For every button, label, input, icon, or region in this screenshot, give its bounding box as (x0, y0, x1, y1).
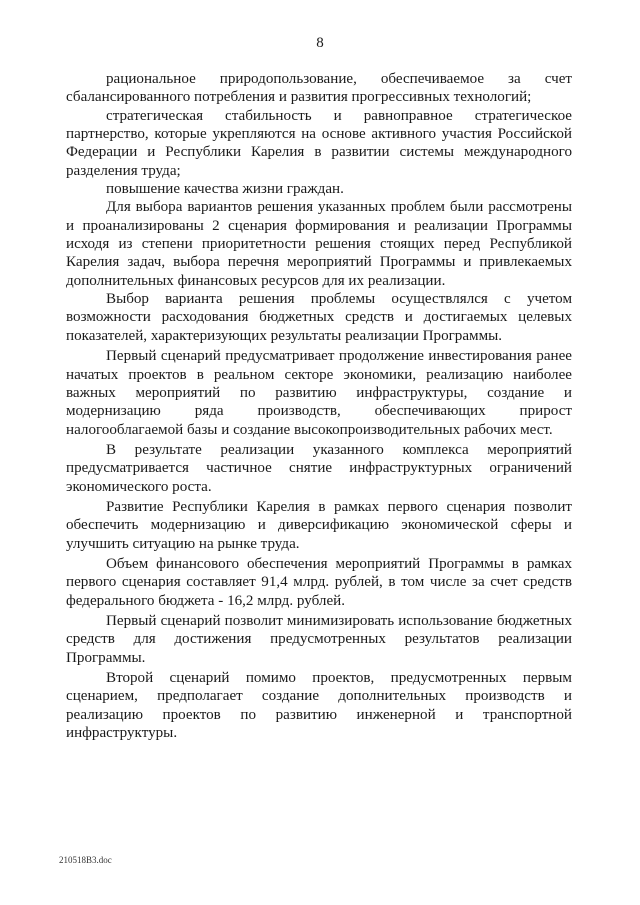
page-number: 8 (316, 35, 324, 51)
paragraph-4: Для выбора вариантов решения указанных проблем были рассмотрены и проанализированы 2 сценария формирования и реализации Программы исходя из степени приоритетности решения стоящих перед Республикой Карелия задач, выбора перечня мероприятий Программы и привлекаемых дополнительных финансовых ресурсов для их реализации. (66, 199, 572, 289)
paragraph-10: Первый сценарий позволит минимизировать использование бюджетных средств для достижения предусмотренных результатов реализации Программы. (66, 612, 572, 666)
paragraph-8: Развитие Республики Карелия в рамках первого сценария позволит обеспечить модернизацию и диверсификацию экономической сферы и улучшить ситуацию на рынке труда. (66, 498, 572, 552)
paragraph-9: Объем финансового обеспечения мероприятий Программы в рамках первого сценария составляет 91,4 млрд. рублей, в том числе за счет средств федерального бюджета - 16,2 млрд. рублей. (66, 555, 572, 609)
paragraph-1: рациональное природопользование, обеспечиваемое за счет сбалансированного потребления и развития прогрессивных технологий; (66, 71, 572, 106)
paragraph-7: В результате реализации указанного комплекса мероприятий предусматривается частичное снятие инфраструктурных ограничений экономического роста. (66, 441, 572, 495)
paragraph-2: стратегическая стабильность и равноправное стратегическое партнерство, которые укрепляются на основе активного участия Российской Федерации и Республики Карелия в развитии системы международного разделения труда; (66, 107, 572, 179)
paragraph-6: Первый сценарий предусматривает продолжение инвестирования ранее начатых проектов в реальном секторе экономики, реализацию наиболее важных мероприятий по развитию инфраструктуры, создание и модернизацию ряда производств, обеспечивающих прирост налогооблагаемой базы и создание высокопроизводительных рабочих мест. (66, 348, 572, 438)
file-name-footer: 210518B3.doc (59, 855, 112, 865)
paragraph-5: Выбор варианта решения проблемы осуществлялся с учетом возможности расходования бюджетных средств и достигаемых целевых показателей, характеризующих результаты реализации Программы. (66, 291, 572, 344)
document-body (66, 70, 572, 742)
paragraph-11: Второй сценарий помимо проектов, предусмотренных первым сценарием, предполагает создание дополнительных производств и реализацию проектов по развитию инженерной и транспортной инфраструктуры. (66, 670, 572, 742)
paragraph-3: повышение качества жизни граждан. (106, 181, 344, 198)
